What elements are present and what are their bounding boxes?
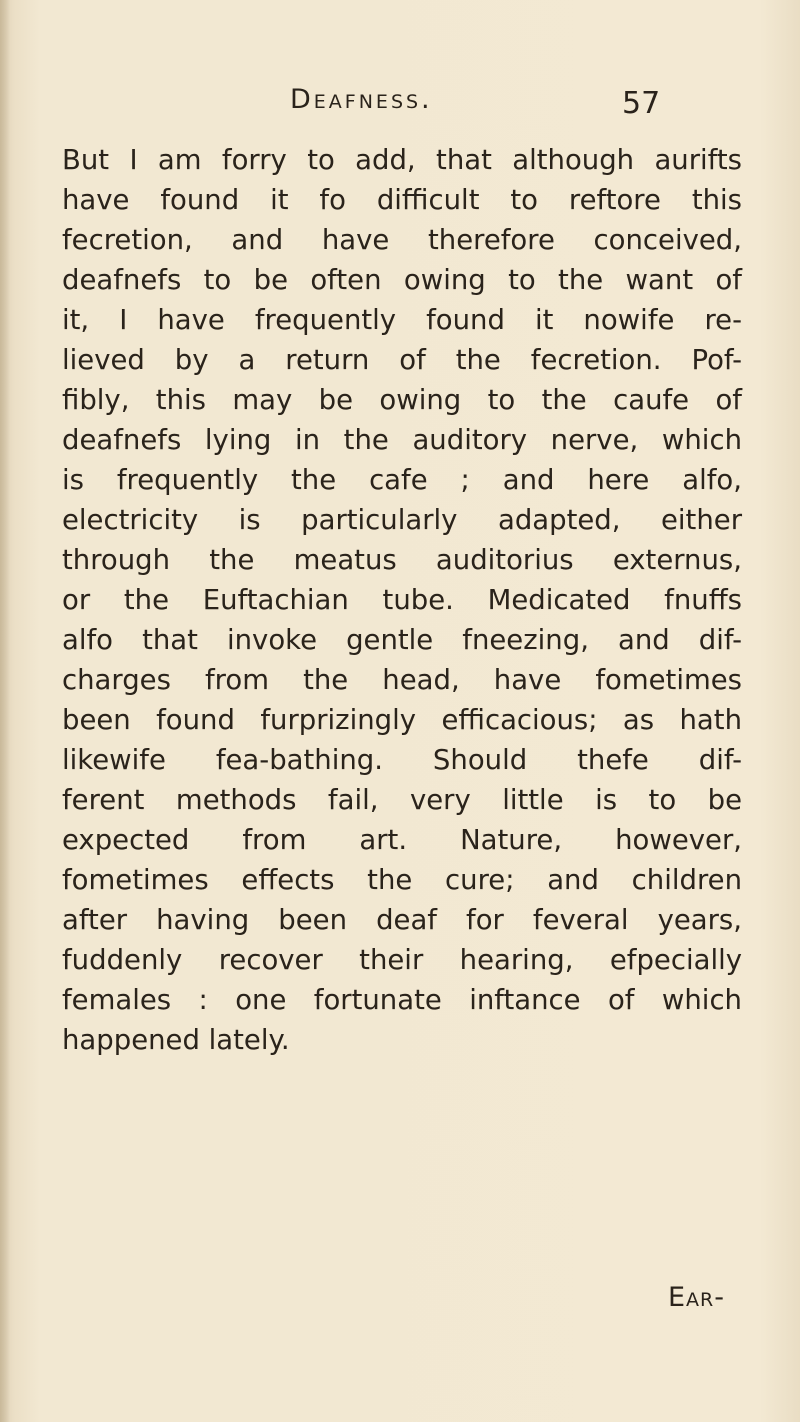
body-text xyxy=(62,140,742,1060)
text-line: likewife fea-bathing. Should thefe dif- xyxy=(62,744,742,776)
text-line: lieved by a return of the fecretion. Pof- xyxy=(62,344,742,376)
text-line: But I am forry to add, that although aurifts xyxy=(62,144,742,176)
text-line: it, I have frequently found it nowife re- xyxy=(62,304,742,336)
text-line: deafnefs to be often owing to the want of xyxy=(62,264,742,296)
text-line: fecretion, and have therefore conceived, xyxy=(62,224,742,256)
text-line: deafnefs lying in the auditory nerve, which xyxy=(62,424,742,456)
text-line: happened lately. xyxy=(62,1024,290,1056)
text-line: is frequently the cafe ; and here alfo, xyxy=(62,464,742,496)
text-line: or the Euftachian tube. Medicated fnuffs xyxy=(62,584,742,616)
text-line: ferent methods fail, very little is to be xyxy=(62,784,742,816)
running-title: Deafness. xyxy=(290,84,433,115)
text-line: after having been deaf for feveral years, xyxy=(62,904,742,936)
text-line: electricity is particularly adapted, either xyxy=(62,504,742,536)
text-line: expected from art. Nature, however, xyxy=(62,824,742,856)
catchword: Ear- xyxy=(668,1282,726,1313)
text-line: fuddenly recover their hearing, efpecially xyxy=(62,944,742,976)
text-line: have found it fo difficult to reftore this xyxy=(62,184,742,216)
text-line: been found furprizingly efficacious; as hath xyxy=(62,704,742,736)
text-line: charges from the head, have fometimes xyxy=(62,664,742,696)
text-line: females : one fortunate inftance of which xyxy=(62,984,742,1016)
page-number: 57 xyxy=(622,86,661,121)
text-line: alfo that invoke gentle fneezing, and dif- xyxy=(62,624,742,656)
page-header xyxy=(0,84,800,124)
page-binding-shadow xyxy=(0,0,10,1422)
text-line: through the meatus auditorius externus, xyxy=(62,544,742,576)
text-line: fometimes effects the cure; and children xyxy=(62,864,742,896)
text-line: fibly, this may be owing to the caufe of xyxy=(62,384,742,416)
